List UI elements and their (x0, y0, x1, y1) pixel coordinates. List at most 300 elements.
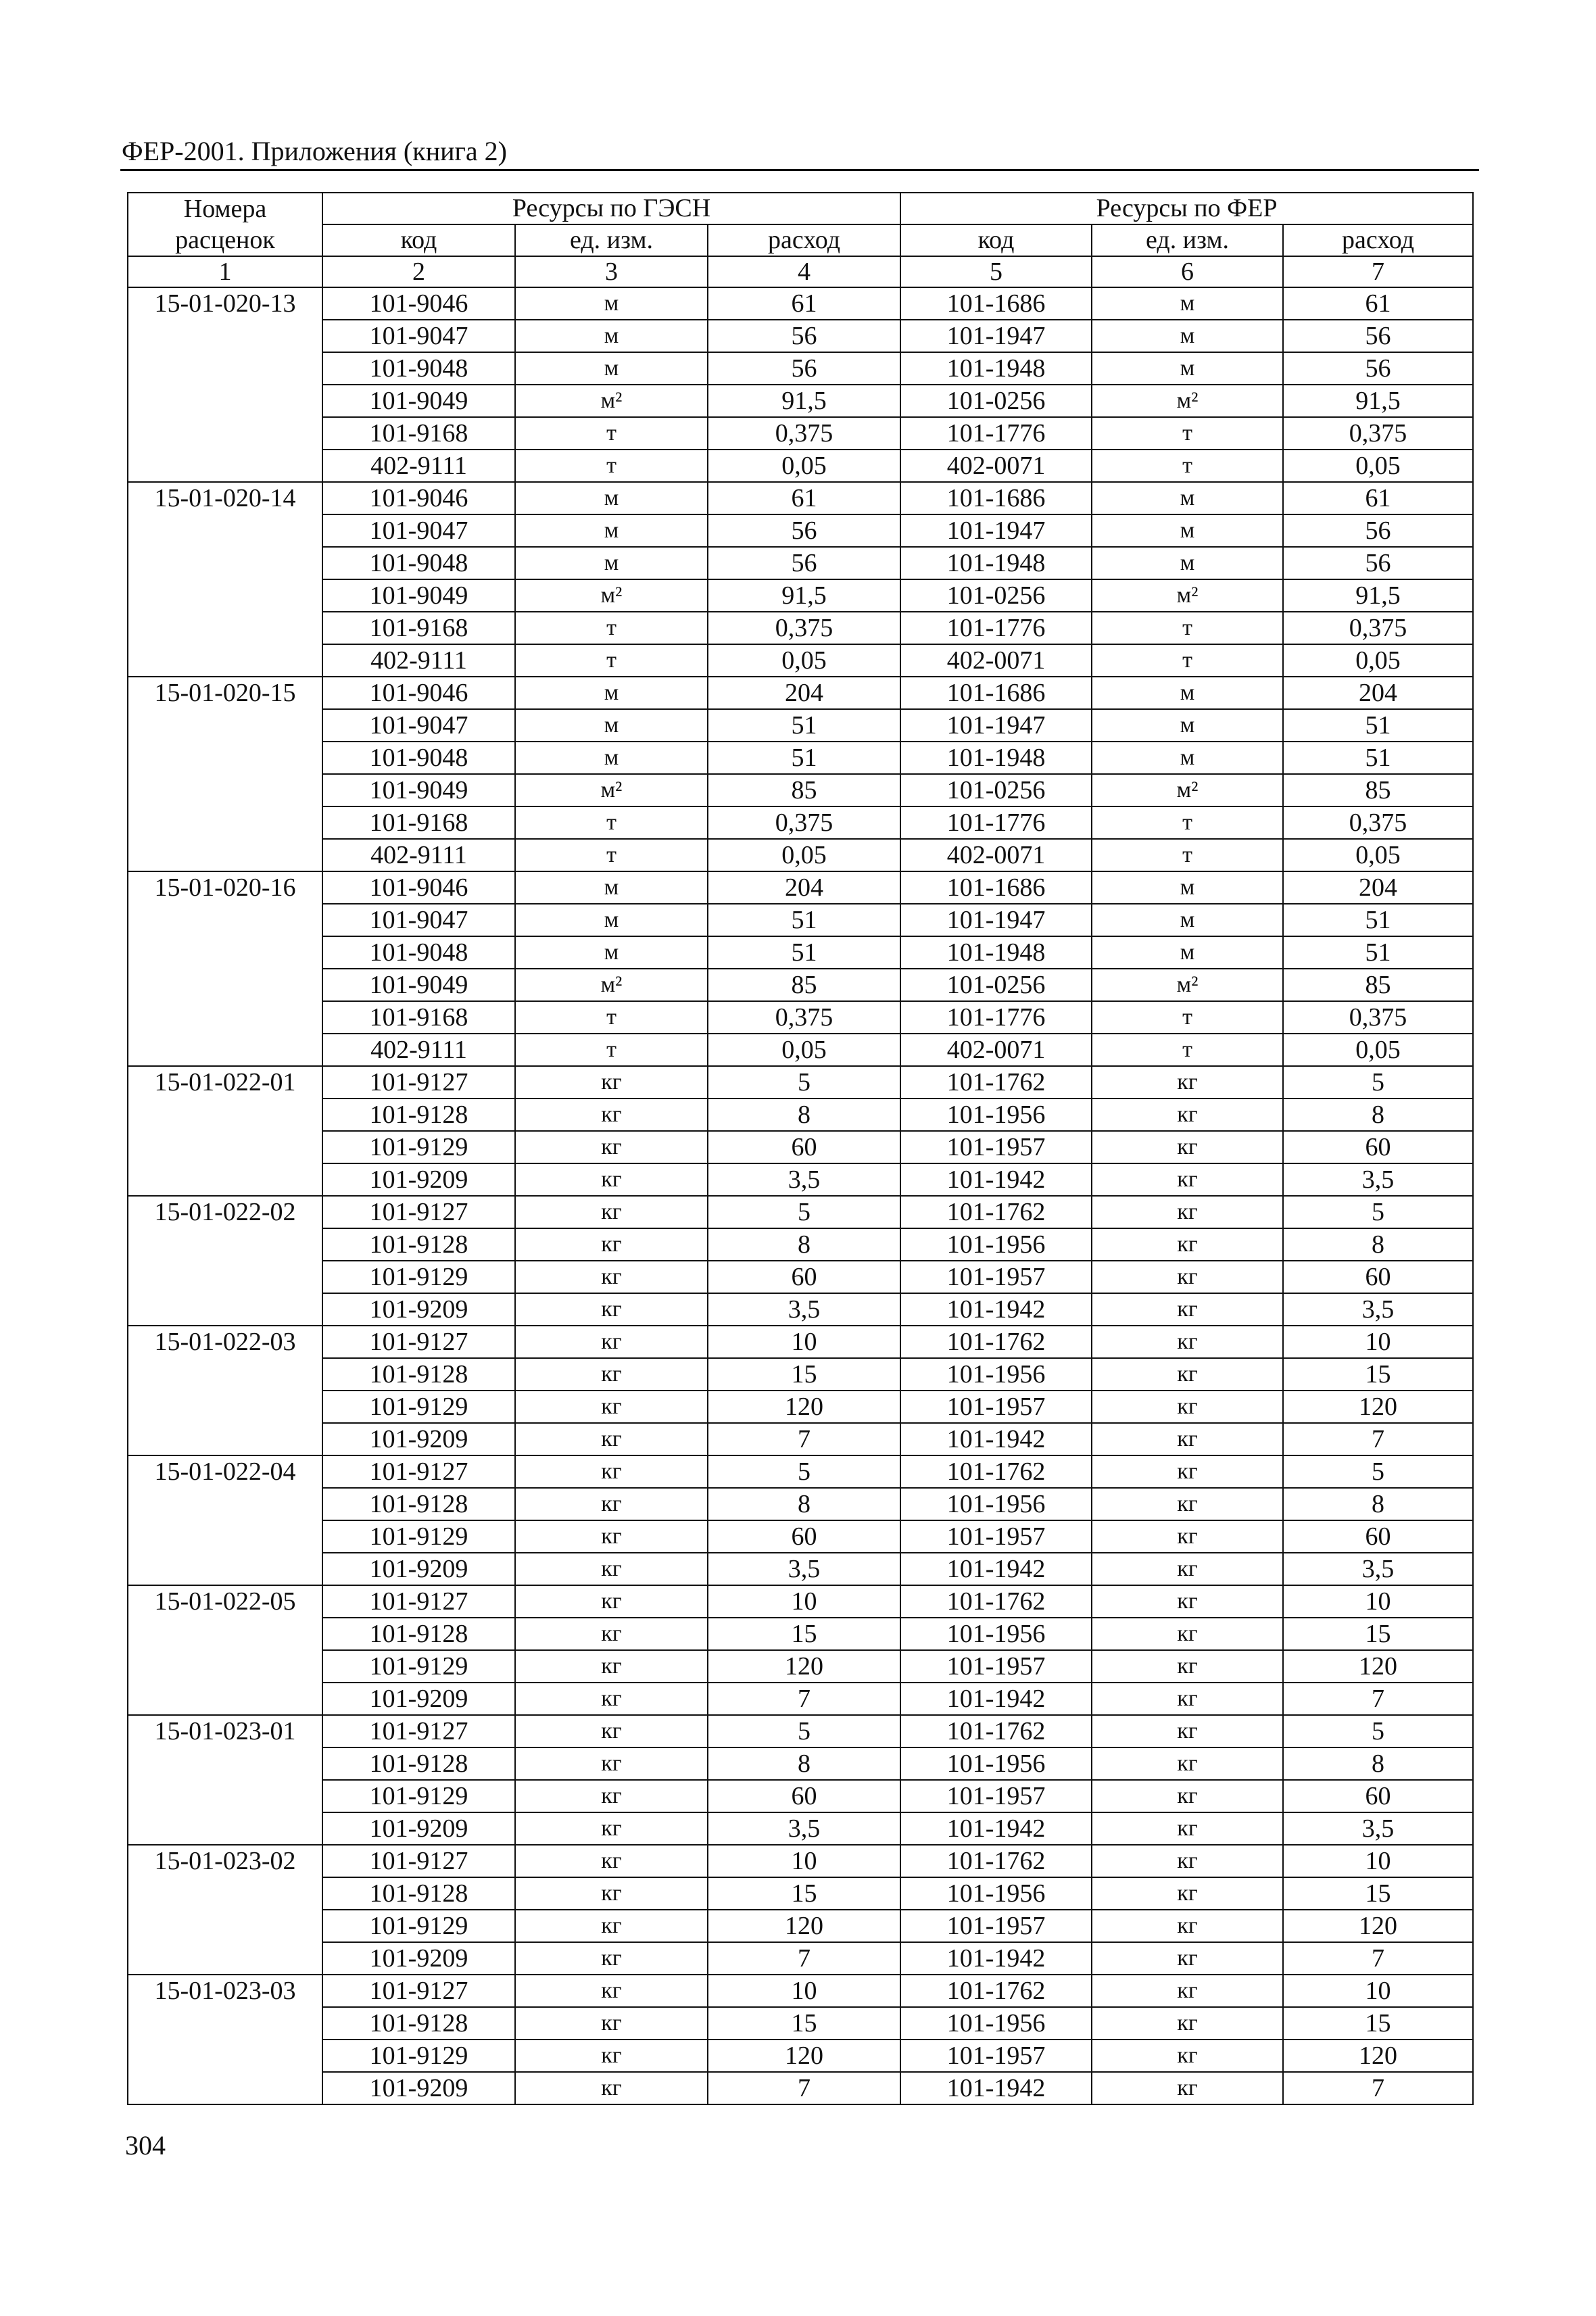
cell-fer-unit: кг (1092, 1975, 1283, 2007)
cell-fer-unit: кг (1092, 1683, 1283, 1715)
table-row (128, 450, 1473, 482)
cell-gesn-unit: т (515, 417, 708, 450)
cell-fer-code: 101-1942 (900, 1293, 1092, 1326)
table-row (128, 320, 1473, 352)
cell-gesn-unit: м (515, 547, 708, 579)
cell-fer-amount: 5 (1283, 1066, 1473, 1099)
cell-gesn-amount: 0,375 (708, 612, 900, 644)
cell-fer-amount: 15 (1283, 1877, 1473, 1910)
col-header-fer-unit: ед. изм. (1092, 224, 1283, 256)
table-row (128, 1163, 1473, 1196)
cell-gesn-code: 101-9168 (322, 417, 515, 450)
col-header-number-label: Номера расценок (175, 195, 275, 254)
cell-fer-code: 101-1762 (900, 1975, 1092, 2007)
table-row (128, 936, 1473, 969)
cell-gesn-code: 101-9127 (322, 1975, 515, 2007)
table-row (128, 1293, 1473, 1326)
cell-gesn-amount: 7 (708, 1942, 900, 1975)
cell-gesn-unit: т (515, 644, 708, 677)
cell-gesn-code: 101-9209 (322, 1423, 515, 1455)
cell-gesn-amount: 56 (708, 514, 900, 547)
cell-fer-amount: 56 (1283, 547, 1473, 579)
table-body (128, 287, 1473, 2104)
cell-gesn-code: 101-9047 (322, 514, 515, 547)
cell-fer-code: 101-1956 (900, 1618, 1092, 1650)
cell-fer-amount: 56 (1283, 514, 1473, 547)
cell-gesn-code: 101-9128 (322, 1877, 515, 1910)
cell-gesn-unit: кг (515, 1942, 708, 1975)
cell-gesn-amount: 15 (708, 1358, 900, 1391)
cell-gesn-unit: м² (515, 579, 708, 612)
cell-gesn-amount: 85 (708, 774, 900, 806)
cell-fer-amount: 120 (1283, 2040, 1473, 2072)
cell-gesn-amount: 91,5 (708, 579, 900, 612)
cell-fer-code: 101-1762 (900, 1585, 1092, 1618)
cell-fer-amount: 85 (1283, 969, 1473, 1001)
cell-fer-unit: кг (1092, 1163, 1283, 1196)
cell-gesn-amount: 120 (708, 1391, 900, 1423)
cell-fer-unit: кг (1092, 1618, 1283, 1650)
cell-rate-number: 15-01-020-13 (128, 287, 322, 482)
cell-fer-amount: 0,375 (1283, 612, 1473, 644)
cell-fer-amount: 10 (1283, 1975, 1473, 2007)
table-row (128, 1715, 1473, 1747)
cell-rate-number: 15-01-022-04 (128, 1455, 322, 1585)
cell-fer-unit: кг (1092, 1553, 1283, 1585)
cell-gesn-code: 101-9047 (322, 320, 515, 352)
cell-fer-code: 101-0256 (900, 579, 1092, 612)
cell-fer-unit: м² (1092, 969, 1283, 1001)
cell-gesn-code: 101-9127 (322, 1455, 515, 1488)
cell-gesn-unit: т (515, 450, 708, 482)
cell-gesn-amount: 120 (708, 1910, 900, 1942)
table-row (128, 579, 1473, 612)
cell-gesn-unit: кг (515, 1780, 708, 1812)
cell-gesn-amount: 51 (708, 936, 900, 969)
cell-gesn-amount: 56 (708, 547, 900, 579)
cell-fer-unit: м (1092, 904, 1283, 936)
cell-fer-amount: 85 (1283, 774, 1473, 806)
cell-gesn-amount: 0,375 (708, 806, 900, 839)
cell-gesn-unit: м (515, 514, 708, 547)
cell-gesn-unit: м² (515, 969, 708, 1001)
cell-fer-unit: кг (1092, 2007, 1283, 2040)
cell-fer-amount: 0,05 (1283, 1034, 1473, 1066)
table-row (128, 904, 1473, 936)
resources-table-container (127, 192, 1472, 2105)
cell-gesn-amount: 56 (708, 320, 900, 352)
cell-fer-unit: т (1092, 839, 1283, 871)
table-row (128, 287, 1473, 320)
table-row (128, 385, 1473, 417)
cell-fer-code: 101-1957 (900, 1650, 1092, 1683)
cell-gesn-code: 402-9111 (322, 644, 515, 677)
cell-fer-amount: 15 (1283, 1618, 1473, 1650)
cell-fer-amount: 3,5 (1283, 1812, 1473, 1845)
table-row (128, 1585, 1473, 1618)
cell-gesn-code: 101-9048 (322, 742, 515, 774)
cell-fer-unit: кг (1092, 1196, 1283, 1228)
table-row (128, 2007, 1473, 2040)
table-row (128, 2072, 1473, 2104)
cell-gesn-amount: 204 (708, 677, 900, 709)
table-row (128, 1488, 1473, 1520)
cell-gesn-code: 101-9127 (322, 1326, 515, 1358)
cell-gesn-unit: т (515, 806, 708, 839)
cell-gesn-unit: кг (515, 1975, 708, 2007)
cell-gesn-unit: кг (515, 1877, 708, 1910)
cell-fer-code: 101-1956 (900, 1747, 1092, 1780)
table-row (128, 1618, 1473, 1650)
cell-gesn-unit: кг (515, 1455, 708, 1488)
cell-gesn-code: 101-9046 (322, 677, 515, 709)
cell-fer-amount: 91,5 (1283, 579, 1473, 612)
table-row (128, 1261, 1473, 1293)
cell-fer-unit: кг (1092, 1812, 1283, 1845)
cell-gesn-amount: 8 (708, 1228, 900, 1261)
cell-fer-amount: 204 (1283, 871, 1473, 904)
cell-gesn-unit: кг (515, 2007, 708, 2040)
cell-fer-unit: кг (1092, 1520, 1283, 1553)
cell-gesn-unit: м (515, 352, 708, 385)
cell-gesn-unit: кг (515, 1131, 708, 1163)
cell-fer-code: 402-0071 (900, 644, 1092, 677)
cell-fer-unit: кг (1092, 1747, 1283, 1780)
cell-rate-number: 15-01-022-05 (128, 1585, 322, 1715)
cell-gesn-code: 101-9129 (322, 1650, 515, 1683)
cell-fer-unit: кг (1092, 1488, 1283, 1520)
cell-gesn-code: 101-9209 (322, 1942, 515, 1975)
cell-fer-code: 101-1947 (900, 904, 1092, 936)
table-row (128, 1358, 1473, 1391)
cell-gesn-code: 101-9048 (322, 352, 515, 385)
cell-gesn-code: 101-9209 (322, 1812, 515, 1845)
cell-gesn-amount: 91,5 (708, 385, 900, 417)
cell-fer-amount: 15 (1283, 1358, 1473, 1391)
table-row (128, 1520, 1473, 1553)
cell-gesn-unit: м (515, 482, 708, 514)
col-index-6: 6 (1092, 256, 1283, 287)
table-row (128, 871, 1473, 904)
table-head-row-sub (128, 224, 1473, 256)
cell-gesn-unit: кг (515, 1261, 708, 1293)
cell-gesn-code: 101-9128 (322, 1228, 515, 1261)
cell-fer-code: 101-1957 (900, 1261, 1092, 1293)
cell-fer-unit: м (1092, 514, 1283, 547)
col-header-fer-code: код (900, 224, 1092, 256)
table-row (128, 774, 1473, 806)
cell-fer-code: 402-0071 (900, 1034, 1092, 1066)
cell-gesn-code: 101-9129 (322, 1261, 515, 1293)
cell-fer-amount: 56 (1283, 320, 1473, 352)
cell-gesn-amount: 5 (708, 1455, 900, 1488)
cell-fer-amount: 10 (1283, 1326, 1473, 1358)
cell-gesn-unit: кг (515, 2072, 708, 2104)
cell-fer-amount: 51 (1283, 742, 1473, 774)
cell-gesn-unit: т (515, 839, 708, 871)
cell-fer-code: 101-1942 (900, 1942, 1092, 1975)
cell-gesn-code: 101-9128 (322, 1358, 515, 1391)
table-row (128, 1455, 1473, 1488)
cell-fer-amount: 3,5 (1283, 1553, 1473, 1585)
page-header-title: ФЕР-2001. Приложения (книга 2) (122, 136, 507, 166)
cell-gesn-unit: м (515, 936, 708, 969)
cell-gesn-unit: кг (515, 1196, 708, 1228)
cell-gesn-unit: кг (515, 1650, 708, 1683)
cell-fer-code: 101-1942 (900, 1163, 1092, 1196)
cell-gesn-unit: кг (515, 1066, 708, 1099)
cell-fer-amount: 61 (1283, 287, 1473, 320)
table-row (128, 417, 1473, 450)
cell-fer-unit: т (1092, 417, 1283, 450)
col-group-gesn: Ресурсы по ГЭСН (322, 193, 900, 224)
table-row (128, 1423, 1473, 1455)
col-header-gesn-unit: ед. изм. (515, 224, 708, 256)
cell-fer-unit: кг (1092, 2072, 1283, 2104)
cell-fer-unit: м (1092, 709, 1283, 742)
cell-fer-amount: 8 (1283, 1228, 1473, 1261)
cell-gesn-amount: 60 (708, 1131, 900, 1163)
cell-gesn-amount: 15 (708, 2007, 900, 2040)
cell-gesn-unit: кг (515, 1715, 708, 1747)
cell-fer-amount: 0,05 (1283, 644, 1473, 677)
cell-fer-amount: 61 (1283, 482, 1473, 514)
cell-gesn-amount: 8 (708, 1747, 900, 1780)
col-index-1: 1 (128, 256, 322, 287)
cell-gesn-code: 101-9046 (322, 287, 515, 320)
cell-gesn-code: 101-9127 (322, 1066, 515, 1099)
cell-gesn-unit: кг (515, 1326, 708, 1358)
cell-fer-code: 101-1762 (900, 1196, 1092, 1228)
table-row (128, 1780, 1473, 1812)
cell-gesn-code: 101-9209 (322, 1163, 515, 1196)
table-row (128, 969, 1473, 1001)
cell-fer-unit: кг (1092, 1877, 1283, 1910)
table-row (128, 1001, 1473, 1034)
cell-fer-amount: 7 (1283, 1942, 1473, 1975)
cell-rate-number: 15-01-020-15 (128, 677, 322, 871)
table-row (128, 352, 1473, 385)
cell-fer-unit: кг (1092, 1066, 1283, 1099)
cell-fer-code: 101-1956 (900, 2007, 1092, 2040)
cell-gesn-unit: кг (515, 2040, 708, 2072)
cell-gesn-amount: 0,05 (708, 644, 900, 677)
table-row (128, 839, 1473, 871)
cell-fer-amount: 7 (1283, 2072, 1473, 2104)
cell-fer-unit: м (1092, 677, 1283, 709)
table-row (128, 1131, 1473, 1163)
resources-table (127, 192, 1474, 2105)
col-index-7: 7 (1283, 256, 1473, 287)
cell-gesn-code: 101-9127 (322, 1196, 515, 1228)
cell-fer-amount: 15 (1283, 2007, 1473, 2040)
cell-fer-code: 101-1956 (900, 1877, 1092, 1910)
col-group-fer: Ресурсы по ФЕР (900, 193, 1473, 224)
cell-fer-code: 101-1957 (900, 1520, 1092, 1553)
cell-gesn-amount: 51 (708, 904, 900, 936)
table-row (128, 1326, 1473, 1358)
cell-gesn-unit: кг (515, 1618, 708, 1650)
cell-fer-amount: 0,05 (1283, 839, 1473, 871)
col-header-gesn-code: код (322, 224, 515, 256)
cell-gesn-unit: м (515, 677, 708, 709)
col-index-5: 5 (900, 256, 1092, 287)
cell-fer-unit: м (1092, 871, 1283, 904)
cell-fer-amount: 5 (1283, 1455, 1473, 1488)
cell-gesn-code: 101-9129 (322, 1131, 515, 1163)
cell-fer-amount: 3,5 (1283, 1163, 1473, 1196)
cell-gesn-unit: кг (515, 1423, 708, 1455)
cell-fer-code: 101-1942 (900, 1812, 1092, 1845)
table-row (128, 1066, 1473, 1099)
cell-fer-unit: кг (1092, 1650, 1283, 1683)
cell-gesn-code: 101-9047 (322, 709, 515, 742)
cell-fer-unit: м (1092, 320, 1283, 352)
cell-gesn-code: 101-9128 (322, 1488, 515, 1520)
cell-fer-amount: 8 (1283, 1488, 1473, 1520)
cell-fer-amount: 8 (1283, 1747, 1473, 1780)
cell-fer-amount: 51 (1283, 709, 1473, 742)
cell-gesn-amount: 0,05 (708, 839, 900, 871)
table-row (128, 644, 1473, 677)
cell-rate-number: 15-01-023-03 (128, 1975, 322, 2104)
cell-gesn-code: 101-9168 (322, 612, 515, 644)
cell-fer-unit: кг (1092, 1131, 1283, 1163)
cell-fer-amount: 0,375 (1283, 417, 1473, 450)
cell-gesn-amount: 51 (708, 742, 900, 774)
table-head-row-groups (128, 193, 1473, 224)
cell-fer-amount: 10 (1283, 1845, 1473, 1877)
cell-gesn-code: 101-9049 (322, 579, 515, 612)
cell-gesn-amount: 0,05 (708, 450, 900, 482)
cell-fer-amount: 51 (1283, 904, 1473, 936)
cell-gesn-amount: 120 (708, 1650, 900, 1683)
cell-gesn-unit: м (515, 709, 708, 742)
cell-fer-code: 101-1948 (900, 936, 1092, 969)
cell-fer-unit: кг (1092, 1099, 1283, 1131)
table-row (128, 1975, 1473, 2007)
cell-fer-amount: 91,5 (1283, 385, 1473, 417)
cell-gesn-amount: 5 (708, 1715, 900, 1747)
cell-gesn-amount: 5 (708, 1066, 900, 1099)
cell-rate-number: 15-01-023-01 (128, 1715, 322, 1845)
table-row (128, 1812, 1473, 1845)
cell-gesn-code: 402-9111 (322, 1034, 515, 1066)
cell-fer-unit: м² (1092, 385, 1283, 417)
cell-gesn-amount: 15 (708, 1618, 900, 1650)
cell-gesn-code: 101-9128 (322, 2007, 515, 2040)
cell-gesn-amount: 15 (708, 1877, 900, 1910)
cell-fer-code: 101-1957 (900, 1131, 1092, 1163)
cell-fer-unit: м (1092, 352, 1283, 385)
cell-gesn-code: 402-9111 (322, 450, 515, 482)
cell-fer-code: 101-1762 (900, 1845, 1092, 1877)
cell-gesn-amount: 3,5 (708, 1293, 900, 1326)
cell-rate-number: 15-01-020-14 (128, 482, 322, 677)
cell-gesn-amount: 61 (708, 287, 900, 320)
cell-gesn-amount: 5 (708, 1196, 900, 1228)
cell-fer-amount: 0,375 (1283, 806, 1473, 839)
cell-gesn-code: 101-9047 (322, 904, 515, 936)
cell-gesn-unit: кг (515, 1391, 708, 1423)
cell-fer-unit: кг (1092, 1910, 1283, 1942)
table-row (128, 612, 1473, 644)
cell-fer-unit: т (1092, 612, 1283, 644)
cell-gesn-amount: 10 (708, 1975, 900, 2007)
cell-gesn-unit: кг (515, 1163, 708, 1196)
col-index-4: 4 (708, 256, 900, 287)
cell-fer-unit: кг (1092, 1585, 1283, 1618)
cell-gesn-amount: 8 (708, 1099, 900, 1131)
cell-gesn-code: 101-9129 (322, 1910, 515, 1942)
cell-fer-unit: м (1092, 742, 1283, 774)
cell-rate-number: 15-01-020-16 (128, 871, 322, 1066)
cell-fer-unit: м (1092, 936, 1283, 969)
cell-fer-code: 101-1956 (900, 1228, 1092, 1261)
cell-fer-code: 101-1956 (900, 1358, 1092, 1391)
cell-fer-unit: кг (1092, 1261, 1283, 1293)
col-header-gesn-amount: расход (708, 224, 900, 256)
table-row (128, 806, 1473, 839)
cell-gesn-unit: кг (515, 1683, 708, 1715)
cell-gesn-amount: 60 (708, 1520, 900, 1553)
cell-rate-number: 15-01-022-02 (128, 1196, 322, 1326)
cell-gesn-code: 101-9048 (322, 547, 515, 579)
cell-gesn-unit: кг (515, 1358, 708, 1391)
cell-gesn-code: 101-9128 (322, 1618, 515, 1650)
cell-fer-unit: кг (1092, 1293, 1283, 1326)
cell-fer-code: 101-1776 (900, 612, 1092, 644)
table-row (128, 1877, 1473, 1910)
cell-fer-unit: кг (1092, 1228, 1283, 1261)
page-number: 304 (125, 2130, 166, 2161)
cell-fer-code: 101-1947 (900, 709, 1092, 742)
cell-gesn-unit: м (515, 871, 708, 904)
cell-fer-unit: м (1092, 287, 1283, 320)
header-rule (120, 169, 1479, 171)
cell-fer-code: 101-1762 (900, 1326, 1092, 1358)
cell-fer-code: 101-1957 (900, 1910, 1092, 1942)
cell-fer-code: 101-1762 (900, 1715, 1092, 1747)
cell-fer-code: 101-1942 (900, 1553, 1092, 1585)
table-row (128, 677, 1473, 709)
cell-gesn-unit: кг (515, 1585, 708, 1618)
cell-fer-code: 101-1942 (900, 2072, 1092, 2104)
cell-gesn-unit: т (515, 1001, 708, 1034)
cell-fer-code: 101-1957 (900, 1780, 1092, 1812)
cell-fer-amount: 0,375 (1283, 1001, 1473, 1034)
cell-gesn-unit: кг (515, 1488, 708, 1520)
cell-gesn-amount: 56 (708, 352, 900, 385)
cell-fer-code: 101-1956 (900, 1099, 1092, 1131)
cell-fer-unit: м (1092, 482, 1283, 514)
col-index-2: 2 (322, 256, 515, 287)
cell-fer-amount: 10 (1283, 1585, 1473, 1618)
table-row (128, 1942, 1473, 1975)
cell-fer-unit: т (1092, 1001, 1283, 1034)
cell-gesn-code: 101-9209 (322, 1293, 515, 1326)
cell-gesn-unit: м² (515, 774, 708, 806)
cell-fer-amount: 7 (1283, 1423, 1473, 1455)
cell-gesn-amount: 10 (708, 1585, 900, 1618)
cell-gesn-amount: 0,375 (708, 1001, 900, 1034)
cell-gesn-amount: 51 (708, 709, 900, 742)
cell-gesn-code: 101-9168 (322, 1001, 515, 1034)
cell-gesn-amount: 3,5 (708, 1812, 900, 1845)
cell-fer-code: 101-1942 (900, 1423, 1092, 1455)
cell-gesn-unit: кг (515, 1845, 708, 1877)
cell-gesn-code: 101-9049 (322, 385, 515, 417)
